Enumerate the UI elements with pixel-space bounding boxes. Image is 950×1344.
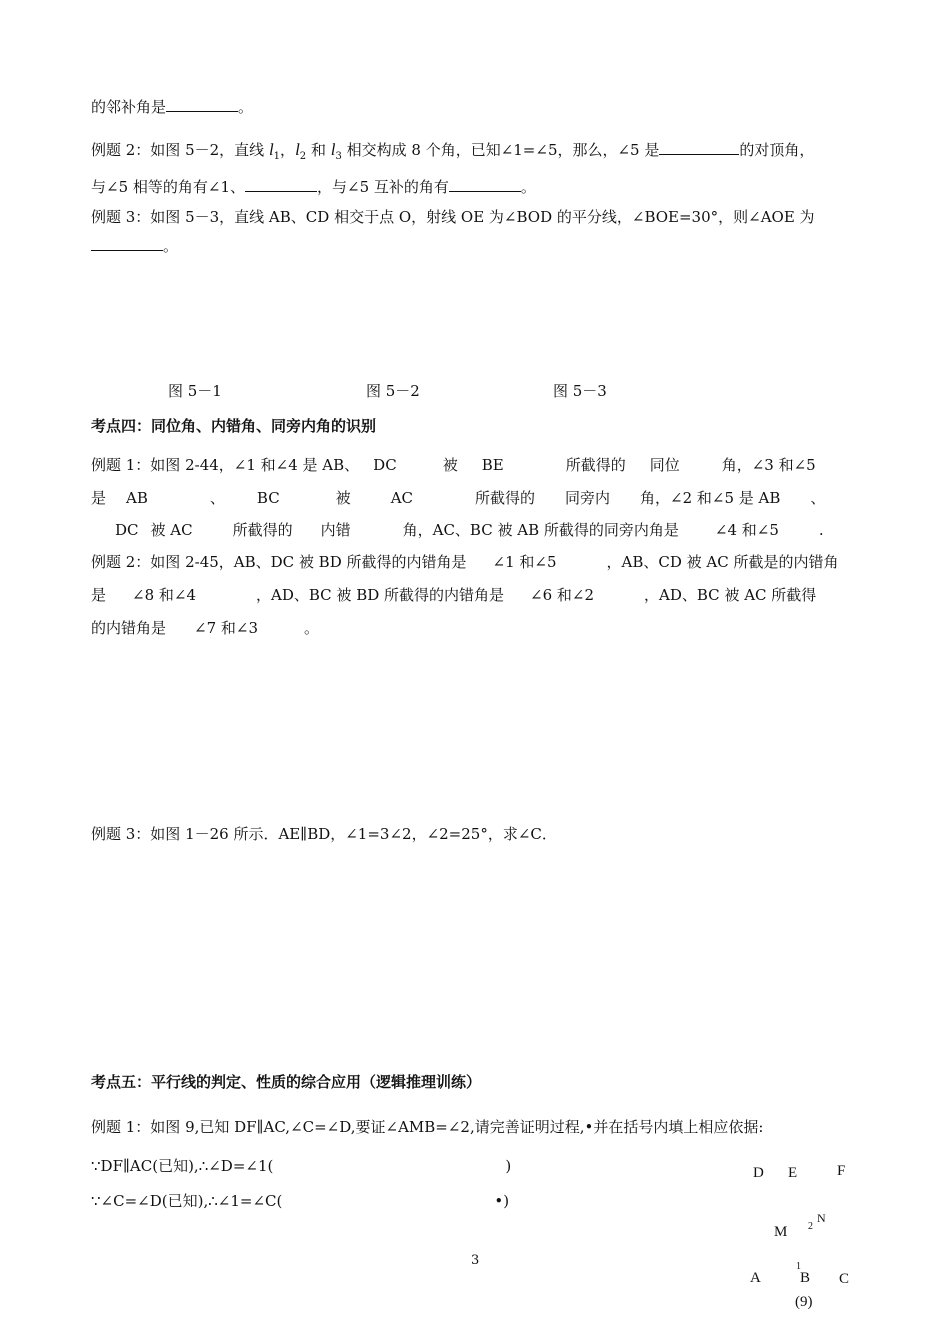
s4-ex1-line3: DC 被 AC 所截得的 内错 角，AC、BC 被 AB 所截得的同旁内角是 ∠4 和∠5 . — [115, 521, 824, 539]
fig9-label-C: C — [839, 1271, 850, 1287]
figure-caption-5-3: 图 5－3 — [553, 382, 607, 400]
example2-line2: 与∠5 相等的角有∠1、 ，与∠5 互补的角有 。 — [91, 178, 536, 196]
page-number: 3 — [471, 1253, 480, 1268]
answer-blank[interactable] — [166, 97, 238, 112]
example3-line2: 。 — [91, 236, 178, 256]
s4-ex1-line2: 是 AB 、 BC 被 AC 所截得的 同旁内 角，∠2 和∠5 是 AB 、 — [91, 489, 826, 507]
answer-blank[interactable] — [659, 140, 739, 155]
answer-blank[interactable] — [245, 177, 317, 192]
s5-proof-line2: ∵∠C=∠D(已知),∴∠1=∠C( •) — [91, 1192, 510, 1210]
section5-title: 考点五：平行线的判定、性质的综合应用（逻辑推理训练） — [91, 1073, 482, 1091]
fig9-label-D: D — [753, 1165, 764, 1181]
s4-ex2-line3: 的内错角是 ∠7 和∠3 。 — [91, 619, 320, 637]
fig9-label-F: F — [837, 1163, 846, 1179]
fig9-caption: (9) — [795, 1294, 813, 1310]
s4-ex2-line1: 例题 2：如图 2-45，AB、DC 被 BD 所截得的内错角是 ∠1 和∠5 ，AB、CD 被 AC 所截是的内错角 — [91, 553, 839, 571]
s4-ex2-line2: 是 ∠8 和∠4 ，AD、BC 被 BD 所截得的内错角是 ∠6 和∠2 ，AD、BC 被 AC 所截得 — [91, 586, 817, 604]
example2-line1: 例题 2：如图 5－2，直线 $l_1$，$l_2$ 和 $l_3$ 相交构成 8 个角，已知∠1=∠5，那么，∠5 是 的对顶角， — [91, 140, 815, 162]
example3-line1: 例题 3：如图 5－3，直线 AB、CD 相交于点 O，射线 OE 为∠BOD 的平分线，∠BOE=30°，则∠AOE 为 — [91, 208, 815, 226]
fig9-label-A: A — [750, 1270, 761, 1286]
fig9-label-B: B — [800, 1270, 811, 1286]
fig9-label-E: E — [788, 1165, 798, 1181]
figure-caption-5-1: 图 5－1 — [168, 382, 222, 400]
fig9-label-2: 2 — [808, 1221, 813, 1232]
line-adjacent-supplementary: 的邻补角是 。 — [91, 98, 254, 116]
fig9-label-M: M — [774, 1224, 788, 1240]
fig9-label-N: N — [817, 1211, 826, 1225]
s4-ex1-line1: 例题 1：如图 2-44，∠1 和∠4 是 AB、 DC 被 BE 所截得的 同位 角，∠3 和∠5 — [91, 456, 816, 474]
fig9-label-1: 1 — [796, 1261, 801, 1272]
answer-blank[interactable] — [449, 177, 521, 192]
answer-blank[interactable] — [91, 236, 163, 251]
s5-proof-line1: ∵DF∥AC(已知),∴∠D=∠1( ) — [91, 1157, 512, 1175]
figure-caption-5-2: 图 5－2 — [366, 382, 420, 400]
s4-ex3: 例题 3：如图 1－26 所示．AE∥BD，∠1=3∠2，∠2=25°，求∠C． — [91, 825, 557, 843]
section4-title: 考点四：同位角、内错角、同旁内角的识别 — [91, 417, 377, 435]
s5-ex1: 例题 1：如图 9,已知 DF∥AC,∠C=∠D,要证∠AMB=∠2,请完善证明过程,•并在括号内填上相应依据: — [91, 1118, 764, 1136]
